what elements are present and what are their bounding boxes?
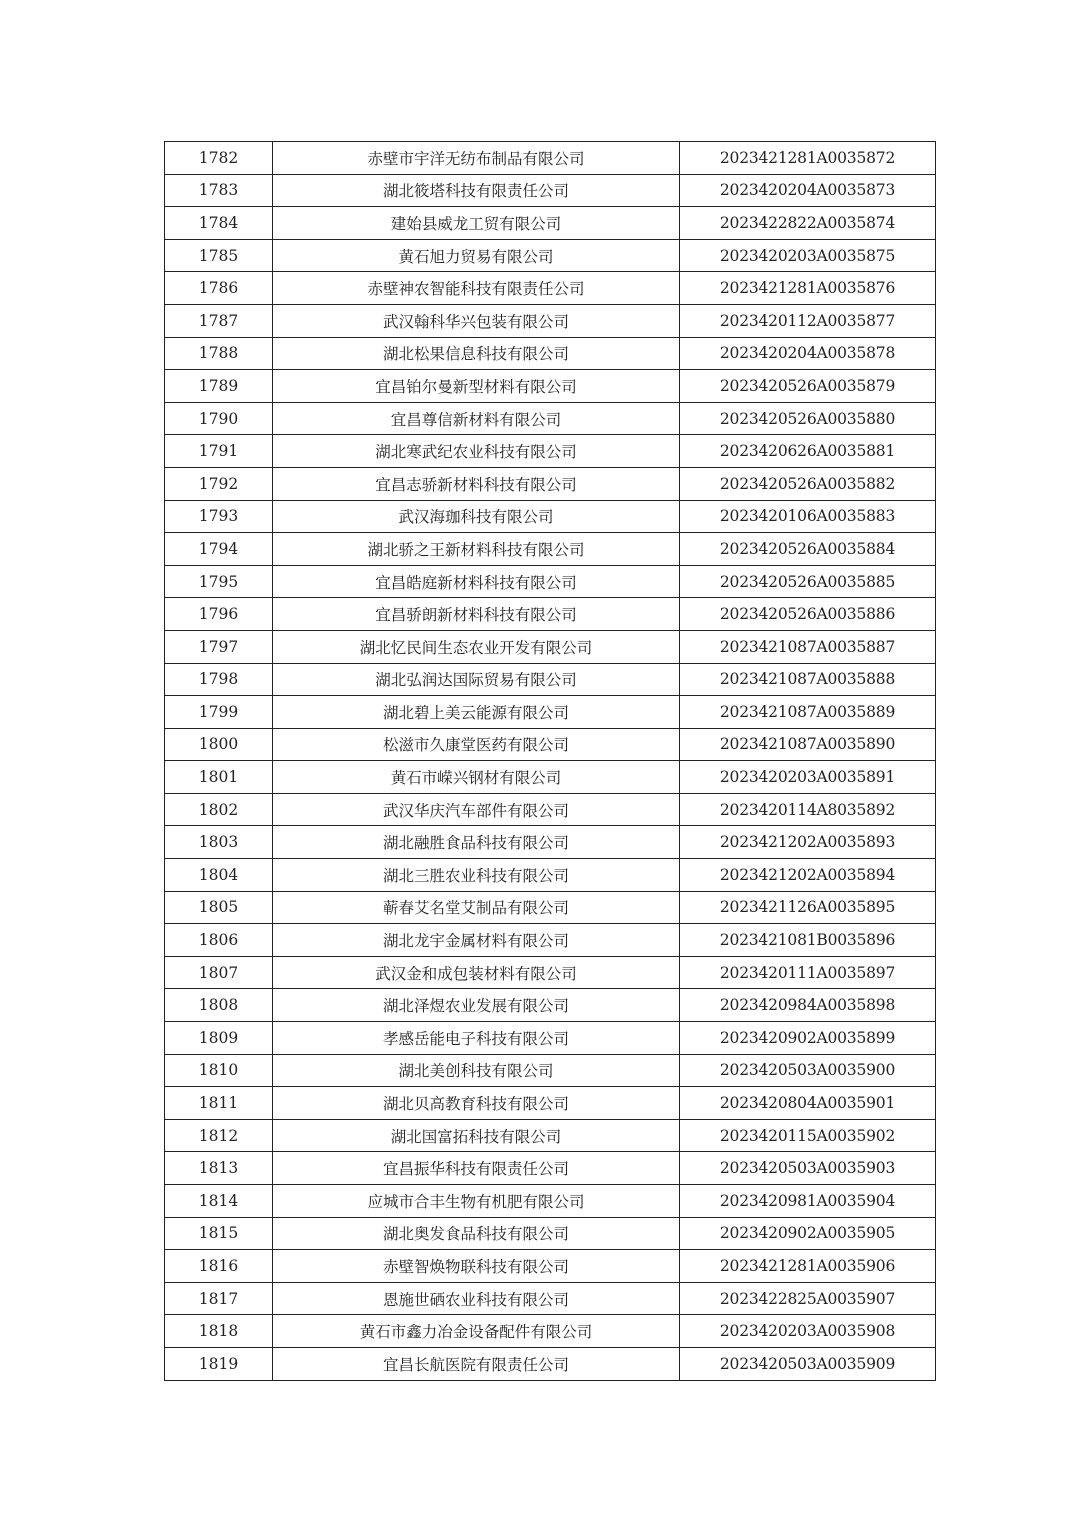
registration-code-cell: 2023421126A0035895 xyxy=(680,891,936,924)
table-row xyxy=(165,1315,936,1348)
company-name-cell: 湖北筱塔科技有限责任公司 xyxy=(273,174,680,207)
row-number-cell: 1798 xyxy=(165,663,273,696)
table-row xyxy=(165,1054,936,1087)
registration-code-cell: 2023420106A0035883 xyxy=(680,500,936,533)
registration-code-cell: 2023420111A0035897 xyxy=(680,956,936,989)
table-row xyxy=(165,174,936,207)
row-number-cell: 1811 xyxy=(165,1087,273,1120)
company-name-cell: 湖北融胜食品科技有限公司 xyxy=(273,826,680,859)
table-row xyxy=(165,1119,936,1152)
table-row xyxy=(165,598,936,631)
company-name-cell: 恩施世硒农业科技有限公司 xyxy=(273,1282,680,1315)
table-row xyxy=(165,1185,936,1218)
row-number-cell: 1808 xyxy=(165,989,273,1022)
table-row xyxy=(165,924,936,957)
company-name-cell: 湖北美创科技有限公司 xyxy=(273,1054,680,1087)
table-row xyxy=(165,826,936,859)
row-number-cell: 1787 xyxy=(165,304,273,337)
table-row xyxy=(165,663,936,696)
registration-code-cell: 2023420526A0035880 xyxy=(680,402,936,435)
table-row xyxy=(165,207,936,240)
table-row xyxy=(165,500,936,533)
row-number-cell: 1805 xyxy=(165,891,273,924)
row-number-cell: 1810 xyxy=(165,1054,273,1087)
company-name-cell: 黄石市鑫力冶金设备配件有限公司 xyxy=(273,1315,680,1348)
table-row xyxy=(165,272,936,305)
table-row xyxy=(165,239,936,272)
table-row xyxy=(165,630,936,663)
table-row xyxy=(165,989,936,1022)
table-row xyxy=(165,565,936,598)
company-name-cell: 湖北泽煜农业发展有限公司 xyxy=(273,989,680,1022)
row-number-cell: 1802 xyxy=(165,793,273,826)
registration-code-cell: 2023420203A0035875 xyxy=(680,239,936,272)
company-name-cell: 湖北忆民间生态农业开发有限公司 xyxy=(273,630,680,663)
row-number-cell: 1803 xyxy=(165,826,273,859)
company-name-cell: 宜昌志骄新材料科技有限公司 xyxy=(273,467,680,500)
company-list-table xyxy=(164,141,936,1381)
row-number-cell: 1813 xyxy=(165,1152,273,1185)
table-row xyxy=(165,696,936,729)
registration-code-cell: 2023420902A0035899 xyxy=(680,1022,936,1055)
registration-code-cell: 2023420526A0035879 xyxy=(680,370,936,403)
company-name-cell: 湖北三胜农业科技有限公司 xyxy=(273,859,680,892)
table-row xyxy=(165,370,936,403)
registration-code-cell: 2023420526A0035882 xyxy=(680,467,936,500)
registration-code-cell: 2023420526A0035886 xyxy=(680,598,936,631)
company-name-cell: 湖北松果信息科技有限公司 xyxy=(273,337,680,370)
company-name-cell: 孝感岳能电子科技有限公司 xyxy=(273,1022,680,1055)
registration-code-cell: 2023420204A0035873 xyxy=(680,174,936,207)
company-name-cell: 宜昌皓庭新材料科技有限公司 xyxy=(273,565,680,598)
registration-code-cell: 2023421281A0035876 xyxy=(680,272,936,305)
registration-code-cell: 2023420981A0035904 xyxy=(680,1185,936,1218)
company-name-cell: 宜昌铂尔曼新型材料有限公司 xyxy=(273,370,680,403)
table-row xyxy=(165,728,936,761)
table-row xyxy=(165,1217,936,1250)
table-row xyxy=(165,337,936,370)
company-name-cell: 湖北国富拓科技有限公司 xyxy=(273,1119,680,1152)
registration-code-cell: 2023420503A0035900 xyxy=(680,1054,936,1087)
registration-code-cell: 2023420526A0035884 xyxy=(680,533,936,566)
row-number-cell: 1806 xyxy=(165,924,273,957)
company-name-cell: 松滋市久康堂医药有限公司 xyxy=(273,728,680,761)
company-name-cell: 宜昌尊信新材料有限公司 xyxy=(273,402,680,435)
registration-code-cell: 2023422822A0035874 xyxy=(680,207,936,240)
table-row xyxy=(165,467,936,500)
registration-code-cell: 2023421202A0035893 xyxy=(680,826,936,859)
company-name-cell: 武汉金和成包装材料有限公司 xyxy=(273,956,680,989)
row-number-cell: 1819 xyxy=(165,1347,273,1380)
registration-code-cell: 2023420112A0035877 xyxy=(680,304,936,337)
registration-code-cell: 2023420984A0035898 xyxy=(680,989,936,1022)
row-number-cell: 1783 xyxy=(165,174,273,207)
row-number-cell: 1816 xyxy=(165,1250,273,1283)
company-name-cell: 赤壁智焕物联科技有限公司 xyxy=(273,1250,680,1283)
registration-code-cell: 2023421202A0035894 xyxy=(680,859,936,892)
registration-code-cell: 2023420203A0035908 xyxy=(680,1315,936,1348)
company-name-cell: 武汉海珈科技有限公司 xyxy=(273,500,680,533)
registration-code-cell: 2023421087A0035888 xyxy=(680,663,936,696)
table-row xyxy=(165,761,936,794)
company-name-cell: 宜昌长航医院有限责任公司 xyxy=(273,1347,680,1380)
registration-code-cell: 2023422825A0035907 xyxy=(680,1282,936,1315)
row-number-cell: 1815 xyxy=(165,1217,273,1250)
row-number-cell: 1800 xyxy=(165,728,273,761)
row-number-cell: 1799 xyxy=(165,696,273,729)
row-number-cell: 1788 xyxy=(165,337,273,370)
row-number-cell: 1782 xyxy=(165,142,273,175)
row-number-cell: 1807 xyxy=(165,956,273,989)
row-number-cell: 1786 xyxy=(165,272,273,305)
row-number-cell: 1794 xyxy=(165,533,273,566)
row-number-cell: 1791 xyxy=(165,435,273,468)
company-name-cell: 湖北碧上美云能源有限公司 xyxy=(273,696,680,729)
registration-code-cell: 2023420902A0035905 xyxy=(680,1217,936,1250)
registration-code-cell: 2023421281A0035906 xyxy=(680,1250,936,1283)
company-name-cell: 湖北奥发食品科技有限公司 xyxy=(273,1217,680,1250)
row-number-cell: 1814 xyxy=(165,1185,273,1218)
table-row xyxy=(165,533,936,566)
registration-code-cell: 2023420204A0035878 xyxy=(680,337,936,370)
company-name-cell: 湖北贝高教育科技有限公司 xyxy=(273,1087,680,1120)
company-name-cell: 应城市合丰生物有机肥有限公司 xyxy=(273,1185,680,1218)
company-name-cell: 黄石旭力贸易有限公司 xyxy=(273,239,680,272)
table-row xyxy=(165,142,936,175)
row-number-cell: 1812 xyxy=(165,1119,273,1152)
row-number-cell: 1792 xyxy=(165,467,273,500)
registration-code-cell: 2023420804A0035901 xyxy=(680,1087,936,1120)
company-name-cell: 宜昌骄朗新材料科技有限公司 xyxy=(273,598,680,631)
company-name-cell: 黄石市嵘兴钢材有限公司 xyxy=(273,761,680,794)
table-row xyxy=(165,859,936,892)
company-name-cell: 湖北寒武纪农业科技有限公司 xyxy=(273,435,680,468)
row-number-cell: 1785 xyxy=(165,239,273,272)
company-name-cell: 湖北骄之王新材料科技有限公司 xyxy=(273,533,680,566)
row-number-cell: 1809 xyxy=(165,1022,273,1055)
row-number-cell: 1790 xyxy=(165,402,273,435)
company-name-cell: 武汉华庆汽车部件有限公司 xyxy=(273,793,680,826)
registration-code-cell: 2023420203A0035891 xyxy=(680,761,936,794)
table-row xyxy=(165,1282,936,1315)
table-row xyxy=(165,402,936,435)
company-name-cell: 赤壁市宇洋无纺布制品有限公司 xyxy=(273,142,680,175)
row-number-cell: 1817 xyxy=(165,1282,273,1315)
table-row xyxy=(165,1250,936,1283)
row-number-cell: 1797 xyxy=(165,630,273,663)
registration-code-cell: 2023421281A0035872 xyxy=(680,142,936,175)
company-name-cell: 建始县威龙工贸有限公司 xyxy=(273,207,680,240)
row-number-cell: 1789 xyxy=(165,370,273,403)
table-row xyxy=(165,1152,936,1185)
table-row xyxy=(165,1022,936,1055)
table-row xyxy=(165,891,936,924)
registration-code-cell: 2023421087A0035889 xyxy=(680,696,936,729)
company-name-cell: 赤壁神农智能科技有限责任公司 xyxy=(273,272,680,305)
registration-code-cell: 2023421081B0035896 xyxy=(680,924,936,957)
row-number-cell: 1801 xyxy=(165,761,273,794)
company-name-cell: 武汉翰科华兴包装有限公司 xyxy=(273,304,680,337)
registration-code-cell: 2023420114A8035892 xyxy=(680,793,936,826)
registration-code-cell: 2023420115A0035902 xyxy=(680,1119,936,1152)
row-number-cell: 1793 xyxy=(165,500,273,533)
company-name-cell: 湖北龙宇金属材料有限公司 xyxy=(273,924,680,957)
row-number-cell: 1784 xyxy=(165,207,273,240)
row-number-cell: 1804 xyxy=(165,859,273,892)
row-number-cell: 1796 xyxy=(165,598,273,631)
row-number-cell: 1818 xyxy=(165,1315,273,1348)
registration-code-cell: 2023420503A0035909 xyxy=(680,1347,936,1380)
registration-code-cell: 2023421087A0035890 xyxy=(680,728,936,761)
registration-code-cell: 2023421087A0035887 xyxy=(680,630,936,663)
row-number-cell: 1795 xyxy=(165,565,273,598)
registration-code-cell: 2023420503A0035903 xyxy=(680,1152,936,1185)
company-name-cell: 宜昌振华科技有限责任公司 xyxy=(273,1152,680,1185)
registration-code-cell: 2023420526A0035885 xyxy=(680,565,936,598)
company-name-cell: 湖北弘润达国际贸易有限公司 xyxy=(273,663,680,696)
table-row xyxy=(165,304,936,337)
table-row xyxy=(165,435,936,468)
table-row xyxy=(165,1347,936,1380)
company-name-cell: 蕲春艾名堂艾制品有限公司 xyxy=(273,891,680,924)
table-row xyxy=(165,793,936,826)
registration-code-cell: 2023420626A0035881 xyxy=(680,435,936,468)
table-row xyxy=(165,956,936,989)
table-body xyxy=(165,142,936,1381)
table-row xyxy=(165,1087,936,1120)
